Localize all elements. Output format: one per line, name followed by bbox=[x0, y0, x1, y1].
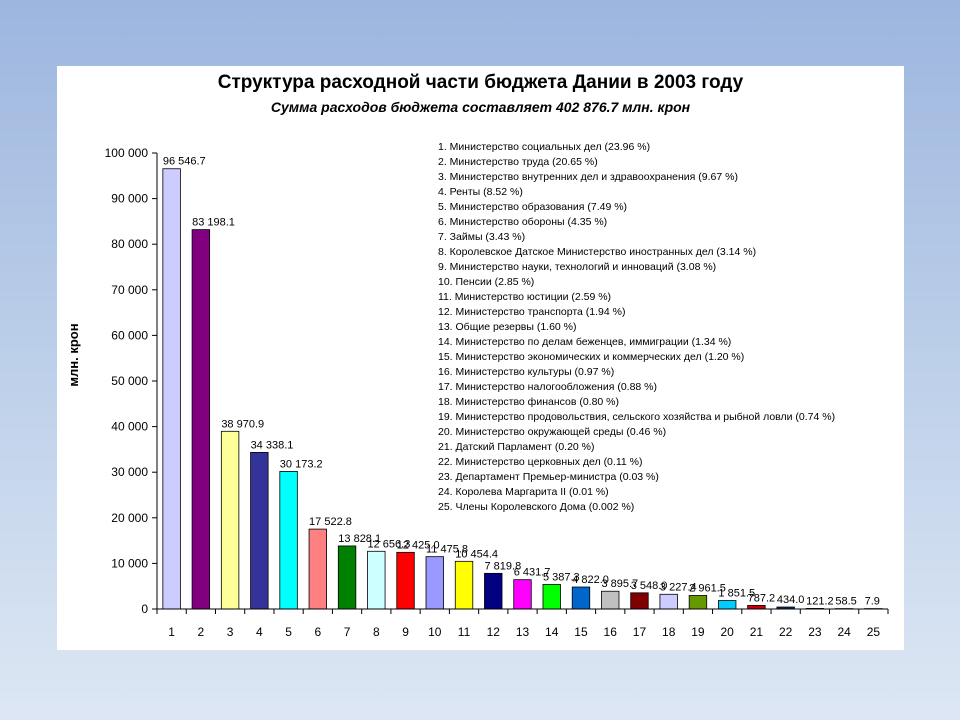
x-tick-label: 21 bbox=[749, 625, 764, 639]
data-label: 787.2 bbox=[747, 592, 776, 605]
data-label: 121.2 bbox=[806, 595, 834, 608]
bar bbox=[748, 605, 766, 609]
bar bbox=[221, 431, 239, 609]
data-label: 5 387.3 bbox=[542, 571, 580, 584]
data-label: 10 454.4 bbox=[455, 548, 499, 561]
legend-item: 8. Королевское Датское Министерство иностранных дел (3.14 %) bbox=[438, 246, 757, 258]
x-tick-label: 6 bbox=[314, 625, 322, 639]
y-tick-label: 30 000 bbox=[111, 465, 148, 480]
y-axis-label: млн. крон bbox=[66, 323, 81, 387]
bar bbox=[192, 230, 210, 609]
data-label: 58.5 bbox=[835, 595, 857, 608]
data-label: 7.9 bbox=[864, 595, 880, 608]
data-label: 17 522.8 bbox=[309, 516, 352, 529]
legend-item: 17. Министерство налогообложения (0.88 %) bbox=[438, 381, 658, 393]
y-tick-label: 100 000 bbox=[104, 146, 148, 160]
bar bbox=[631, 593, 649, 609]
data-label: 3 548.0 bbox=[630, 579, 668, 592]
data-label: 34 338.1 bbox=[250, 439, 294, 452]
legend-item: 1. Министерство социальных дел (23.96 %) bbox=[438, 141, 651, 153]
x-tick-label: 5 bbox=[285, 625, 292, 639]
legend-item: 13. Общие резервы (1.60 %) bbox=[438, 321, 577, 333]
bar bbox=[660, 594, 678, 609]
x-tick-label: 4 bbox=[255, 625, 263, 639]
bar bbox=[455, 561, 473, 609]
x-tick-label: 16 bbox=[603, 625, 617, 639]
bar bbox=[163, 169, 181, 609]
legend-item: 25. Члены Королевского Дома (0.002 %) bbox=[438, 501, 635, 513]
data-label: 1 851.5 bbox=[718, 587, 756, 600]
data-label: 434.0 bbox=[776, 594, 805, 607]
data-label: 3 895.7 bbox=[601, 578, 639, 591]
bar bbox=[280, 471, 298, 609]
bar bbox=[484, 573, 502, 609]
bar bbox=[426, 557, 444, 609]
x-tick-label: 1 bbox=[168, 625, 175, 639]
legend bbox=[438, 140, 898, 515]
y-tick-label: 0 bbox=[141, 602, 148, 616]
y-tick-label: 80 000 bbox=[111, 237, 148, 252]
y-tick-label: 10 000 bbox=[111, 556, 148, 571]
x-tick-label: 2 bbox=[197, 625, 205, 639]
x-tick-label: 8 bbox=[372, 625, 380, 639]
data-label: 7 819.8 bbox=[484, 560, 522, 573]
legend-item: 22. Министерство церковных дел (0.11 %) bbox=[438, 456, 643, 468]
legend-item: 11. Министерство юстиции (2.59 %) bbox=[438, 291, 612, 303]
data-label: 4 822.0 bbox=[572, 574, 609, 587]
legend-item: 6. Министерство обороны (4.35 %) bbox=[438, 216, 608, 228]
y-tick-label: 20 000 bbox=[111, 510, 148, 525]
data-label: 11 475.8 bbox=[426, 543, 469, 556]
x-tick-label: 3 bbox=[226, 625, 234, 639]
legend-item: 19. Министерство продовольствия, сельского хозяйства и рыбной ловли (0.74 %) bbox=[438, 411, 836, 423]
data-label: 3 227.4 bbox=[659, 581, 697, 594]
x-tick-label: 15 bbox=[574, 625, 588, 639]
data-label: 83 198.1 bbox=[192, 216, 235, 229]
x-tick-label: 17 bbox=[632, 625, 647, 639]
x-tick-label: 22 bbox=[778, 625, 793, 639]
x-tick-label: 20 bbox=[720, 625, 734, 639]
data-label: 38 970.9 bbox=[221, 418, 265, 431]
chart-title: Структура расходной части бюджета Дании в 2003 году bbox=[217, 72, 744, 93]
legend-item: 12. Министерство транспорта (1.94 %) bbox=[438, 306, 626, 318]
legend-item: 15. Министерство экономических и коммерческих дел (1.20 %) bbox=[438, 351, 745, 363]
x-tick-label: 19 bbox=[691, 625, 705, 639]
x-tick-label: 14 bbox=[545, 625, 559, 639]
x-tick-label: 10 bbox=[428, 625, 442, 639]
x-tick-label: 11 bbox=[457, 625, 471, 639]
y-tick-label: 50 000 bbox=[111, 374, 148, 388]
data-label: 12 656.3 bbox=[367, 538, 411, 551]
x-tick-label: 9 bbox=[402, 625, 409, 639]
legend-item: 5. Министерство образования (7.49 %) bbox=[438, 201, 628, 213]
y-tick-label: 60 000 bbox=[111, 328, 148, 343]
data-label: 6 431.7 bbox=[513, 566, 551, 579]
legend-item: 2. Министерство труда (20.65 %) bbox=[438, 156, 598, 168]
bar bbox=[338, 546, 356, 609]
x-tick-label: 7 bbox=[343, 625, 351, 639]
bar bbox=[514, 580, 532, 609]
y-axis bbox=[105, 146, 157, 616]
data-label: 12 425.0 bbox=[396, 539, 440, 552]
x-tick-label: 13 bbox=[515, 625, 530, 639]
data-label: 96 546.7 bbox=[162, 155, 206, 168]
y-tick-label: 70 000 bbox=[111, 282, 148, 297]
legend-item: 4. Ренты (8.52 %) bbox=[438, 186, 523, 198]
legend-item: 3. Министерство внутренних дел и здравоохранения (9.67 %) bbox=[438, 171, 738, 183]
legend-item: 21. Датский Парламент (0.20 %) bbox=[438, 441, 595, 453]
bar bbox=[718, 601, 736, 609]
legend-item: 9. Министерство науки, технологий и инноваций (3.08 %) bbox=[438, 261, 717, 273]
bar bbox=[251, 452, 269, 609]
legend-item: 10. Пенсии (2.85 %) bbox=[438, 276, 535, 288]
y-tick-label: 40 000 bbox=[111, 419, 148, 434]
bar bbox=[689, 595, 707, 609]
bar bbox=[601, 591, 619, 609]
x-tick-label: 12 bbox=[486, 625, 500, 639]
x-tick-label: 18 bbox=[662, 625, 676, 639]
x-axis bbox=[157, 609, 888, 639]
legend-item: 20. Министерство окружающей среды (0.46 %) bbox=[438, 426, 667, 438]
data-label: 2 961.5 bbox=[689, 582, 726, 595]
bar bbox=[397, 552, 415, 609]
x-tick-label: 24 bbox=[837, 625, 851, 639]
bar bbox=[368, 551, 386, 609]
bar bbox=[543, 584, 561, 609]
bar bbox=[572, 587, 590, 609]
legend-item: 16. Министерство культуры (0.97 %) bbox=[438, 366, 615, 378]
legend-item: 18. Министерство финансов (0.80 %) bbox=[438, 396, 620, 408]
legend-item: 14. Министерство по делам беженцев, иммиграции (1.34 %) bbox=[438, 336, 732, 348]
data-label: 30 173.2 bbox=[279, 458, 323, 471]
chart-subtitle: Сумма расходов бюджета составляет 402 876.7 млн. крон bbox=[270, 99, 691, 115]
x-tick-label: 23 bbox=[808, 625, 822, 639]
legend-item: 23. Департамент Премьер-министра (0.03 %) bbox=[438, 471, 659, 483]
y-tick-label: 90 000 bbox=[111, 191, 148, 206]
x-tick-label: 25 bbox=[866, 625, 881, 639]
bar bbox=[309, 529, 327, 609]
legend-item: 24. Королева Маргарита II (0.01 %) bbox=[438, 486, 609, 498]
data-label: 13 828.1 bbox=[338, 532, 382, 545]
legend-item: 7. Займы (3.43 %) bbox=[438, 231, 526, 243]
